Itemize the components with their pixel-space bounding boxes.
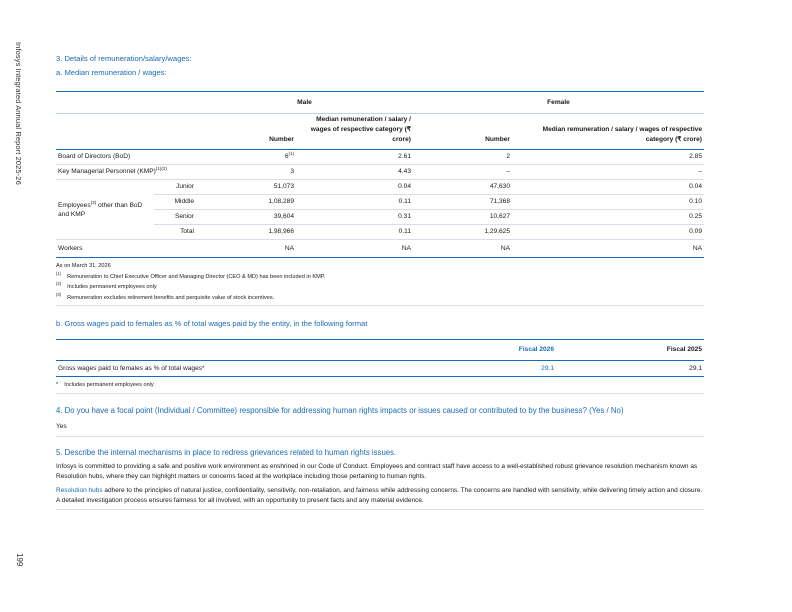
female-median-cell: 0.09: [512, 225, 704, 240]
fy26-value: 29.1: [406, 361, 556, 377]
female-number-cell: 2: [413, 150, 512, 165]
as-on-note: As on March 31, 2026: [56, 263, 111, 269]
section3-heading: 3. Details of remuneration/salary/wages:: [56, 54, 192, 63]
male-median-cell: 4.43: [296, 165, 413, 180]
table-row-gross-wages: [56, 361, 704, 377]
female-number-cell: 1,29,625: [413, 225, 512, 240]
median-remuneration-table: [56, 91, 704, 258]
row-label: Gross wages paid to females as % of total wages*: [56, 361, 406, 377]
female-median-cell: NA: [512, 240, 704, 258]
section5-paragraph-1: Infosys is committed to providing a safe and positive work environment as enshrined in our Code of Conduct. Employees and contract staff have access to a well-established robust grievance resolution mechanism known as Resolution hubs, where they can highlight matters or concerns faced at the workplace including those pertaining to human rights.: [56, 462, 698, 480]
male-median-cell: NA: [296, 240, 413, 258]
col-male-median: Median remuneration / salary / wages of respective category (₹ crore): [296, 114, 413, 150]
table-footnotes: [56, 258, 704, 306]
section4-answer: Yes: [56, 416, 704, 437]
table-row-senior: [56, 210, 704, 225]
row-label: Total: [154, 225, 196, 240]
resolution-hubs-link[interactable]: Resolution hubs: [56, 486, 103, 494]
section5-paragraph-2: Resolution hubs adhere to the principles of natural justice, confidentiality, sensitivity, non-retaliation, and fairness while addressing concerns. The concerns are handled with sensitivity, while delivering timely action and closure. A detailed investigation process ensures fairness for all involved, with an opportunity to present facts and any material evidence.: [56, 486, 704, 510]
section3b-heading: b. Gross wages paid to females as % of total wages paid by the entity, in the following format: [56, 319, 368, 328]
table-row-middle: [56, 195, 704, 210]
male-number-cell: 6$^{(1)}$: [196, 150, 296, 165]
gross-wages-table: [56, 339, 704, 377]
group-male-header: Male: [196, 92, 413, 114]
page-content: [56, 54, 704, 510]
row-label: Middle: [154, 195, 196, 210]
male-median-cell: 0.11: [296, 195, 413, 210]
male-median-cell: 0.31: [296, 210, 413, 225]
col-fiscal-2025: Fiscal 2025: [556, 340, 704, 361]
gross-wages-footnote: * Includes permanent employees only: [56, 377, 704, 394]
page-number: 199: [15, 553, 24, 567]
female-median-cell: –: [512, 165, 704, 180]
female-number-cell: 10,627: [413, 210, 512, 225]
section3a-heading: a. Median remuneration / wages:: [56, 68, 167, 77]
col-male-number: Number: [196, 114, 296, 150]
female-number-cell: –: [413, 165, 512, 180]
table-row-junior: [56, 180, 704, 195]
row-label: Workers: [56, 240, 196, 258]
section5-heading: 5. Describe the internal mechanisms in place to redress grievances related to human rights issues.: [56, 447, 397, 457]
employees-group-label: Employees$^{(3)}$ other than BoD and KMP: [56, 180, 154, 240]
report-title-vertical: Infosys Integrated Annual Report 2025-26: [14, 42, 23, 185]
footnote-3: $^{(3)}$Remuneration excludes retirement benefits and perquisite value of stock incentives.: [56, 291, 275, 301]
row-label: Senior: [154, 210, 196, 225]
male-number-cell: 51,073: [196, 180, 296, 195]
footnote-2: $^{(2)}$Includes permanent employees only: [56, 281, 157, 290]
col-female-number: Number: [413, 114, 512, 150]
female-median-cell: 0.10: [512, 195, 704, 210]
male-number-cell: 1,98,966: [196, 225, 296, 240]
row-label: Junior: [154, 180, 196, 195]
table-row-kmp: [56, 165, 704, 180]
female-median-cell: 0.25: [512, 210, 704, 225]
male-median-cell: 0.04: [296, 180, 413, 195]
female-number-cell: 47,630: [413, 180, 512, 195]
male-number-cell: 3: [196, 165, 296, 180]
fy25-value: 29.1: [556, 361, 704, 377]
male-number-cell: NA: [196, 240, 296, 258]
col-fiscal-2026: Fiscal 2026: [406, 340, 556, 361]
male-median-cell: 2.61: [296, 150, 413, 165]
table-row-total: [56, 225, 704, 240]
footnote-1: $^{(1)}$Remuneration to Chief Executive Officer and Managing Director (CEO & MD) has been included in KMP.: [56, 270, 326, 280]
female-number-cell: NA: [413, 240, 512, 258]
female-number-cell: 71,368: [413, 195, 512, 210]
col-female-median: Median remuneration / salary / wages of respective category (₹ crore): [512, 114, 704, 150]
male-median-cell: 0.11: [296, 225, 413, 240]
table-row-workers: [56, 240, 704, 258]
male-number-cell: 1,08,289: [196, 195, 296, 210]
row-label: Board of Directors (BoD): [56, 150, 196, 165]
group-female-header: Female: [413, 92, 704, 114]
female-median-cell: 2.85: [512, 150, 704, 165]
male-number-cell: 39,604: [196, 210, 296, 225]
female-median-cell: 0.04: [512, 180, 704, 195]
section4-heading: 4. Do you have a focal point (Individual / Committee) responsible for addressing human rights impacts or issues caused or contributed to by the business? (Yes / No): [56, 405, 624, 415]
table-row-bod: [56, 150, 704, 165]
row-label: Key Managerial Personnel (KMP)$^{(1)(2)}$: [56, 165, 196, 180]
